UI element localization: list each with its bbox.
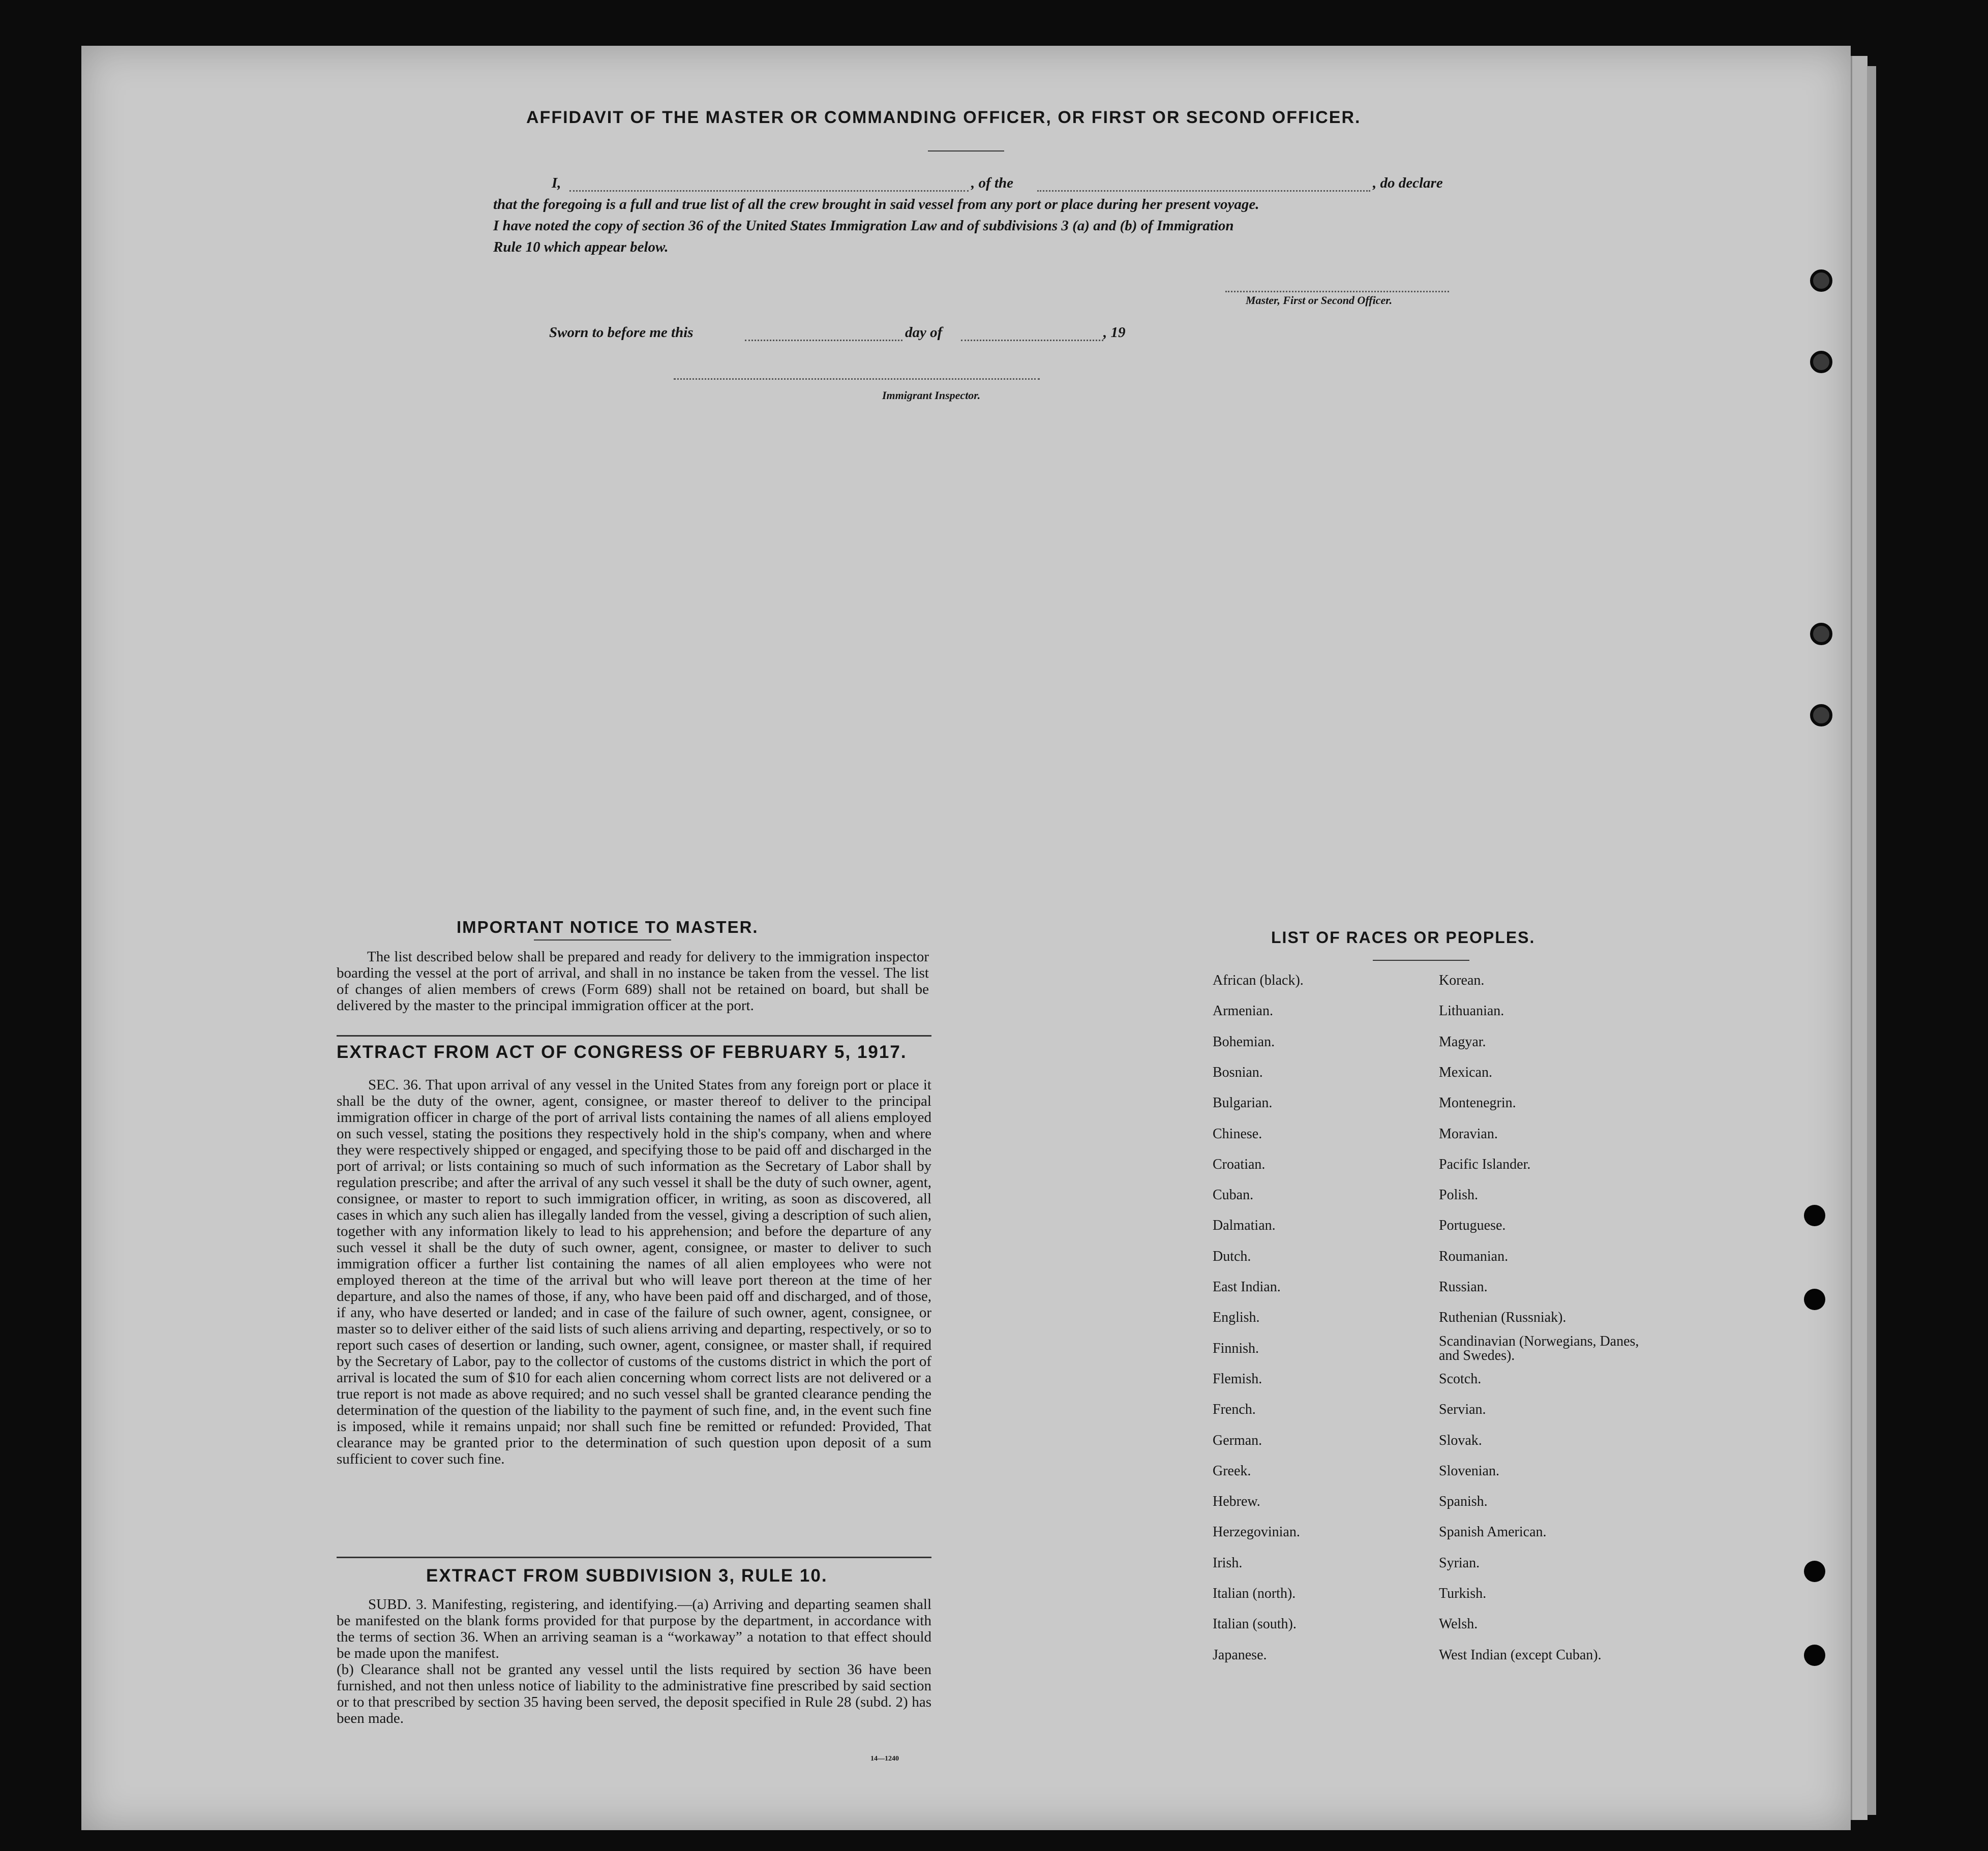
punch-hole xyxy=(1804,1561,1825,1582)
race-item: Irish. xyxy=(1213,1555,1243,1571)
punch-hole xyxy=(1804,1645,1825,1666)
punch-hole xyxy=(1804,1205,1825,1226)
race-item: Scotch. xyxy=(1439,1371,1482,1387)
act-extract-body xyxy=(337,1077,931,1467)
affidavit-title-rule xyxy=(928,150,1004,151)
rule-extract-title: EXTRACT FROM SUBDIVISION 3, RULE 10. xyxy=(426,1566,828,1586)
race-item: West Indian (except Cuban). xyxy=(1439,1647,1602,1663)
race-item: Chinese. xyxy=(1213,1126,1262,1142)
punch-hole xyxy=(1810,704,1832,726)
affidavit-i: I, xyxy=(552,175,561,191)
sworn-day-field[interactable] xyxy=(745,340,902,341)
punch-hole xyxy=(1810,269,1832,292)
race-item: Greek. xyxy=(1213,1463,1251,1479)
document-page xyxy=(81,46,1851,1830)
page-edge xyxy=(1851,56,1867,1820)
race-item: French. xyxy=(1213,1402,1256,1418)
race-item: Portuguese. xyxy=(1439,1218,1506,1234)
race-item: Ruthenian (Russniak). xyxy=(1439,1310,1567,1326)
race-item: Japanese. xyxy=(1213,1647,1267,1663)
race-item: Magyar. xyxy=(1439,1034,1486,1050)
race-item: Bosnian. xyxy=(1213,1064,1263,1080)
race-item: African (black). xyxy=(1213,973,1304,988)
race-item: English. xyxy=(1213,1310,1260,1326)
race-item: Croatian. xyxy=(1213,1156,1266,1172)
race-item: Italian (south). xyxy=(1213,1616,1297,1632)
race-item: Slovak. xyxy=(1439,1432,1482,1448)
act-extract-title: EXTRACT FROM ACT OF CONGRESS OF FEBRUARY 5, 1917. xyxy=(337,1042,907,1062)
notice-body xyxy=(337,949,929,1014)
page-edge-shadow xyxy=(1867,66,1876,1815)
race-item: Slovenian. xyxy=(1439,1463,1499,1479)
race-item: Mexican. xyxy=(1439,1064,1492,1080)
race-item: Scandinavian (Norwegians, Danes, and Swedes). xyxy=(1439,1333,1639,1363)
signature-label: Master, First or Second Officer. xyxy=(1246,294,1393,307)
notice-title: IMPORTANT NOTICE TO MASTER. xyxy=(457,918,759,936)
race-item: Moravian. xyxy=(1439,1126,1498,1142)
affidavit-line-4: Rule 10 which appear below. xyxy=(493,239,669,255)
inspector-signature-field[interactable] xyxy=(674,378,1040,380)
race-item: Dutch. xyxy=(1213,1248,1251,1264)
race-item: Russian. xyxy=(1439,1279,1488,1295)
race-item: Finnish. xyxy=(1213,1340,1259,1356)
vessel-name-field[interactable] xyxy=(1037,190,1370,192)
race-item: Bulgarian. xyxy=(1213,1095,1273,1111)
sworn-month-field[interactable] xyxy=(961,340,1103,341)
affidavit-declare: , do declare xyxy=(1373,175,1443,191)
rule-extract-body xyxy=(337,1596,931,1726)
race-item: Bohemian. xyxy=(1213,1034,1275,1050)
race-item: East Indian. xyxy=(1213,1279,1281,1295)
day-of-label: day of xyxy=(905,324,943,341)
race-item: Korean. xyxy=(1439,973,1485,988)
affidavit-line-2: that the foregoing is a full and true list of all the crew brought in said vessel from any port or place during her present voyage. xyxy=(493,196,1259,213)
punch-hole xyxy=(1804,1289,1825,1310)
officer-name-field[interactable] xyxy=(569,190,969,192)
race-item: Servian. xyxy=(1439,1402,1486,1418)
affidavit-title: AFFIDAVIT OF THE MASTER OR COMMANDING OFFICER, OR FIRST OR SECOND OFFICER. xyxy=(526,108,1361,127)
race-item: Dalmatian. xyxy=(1213,1218,1276,1234)
race-item: Armenian. xyxy=(1213,1003,1273,1019)
officer-signature-field[interactable] xyxy=(1225,291,1449,292)
race-item: Flemish. xyxy=(1213,1371,1262,1387)
race-item: Lithuanian. xyxy=(1439,1003,1504,1019)
inspector-label: Immigrant Inspector. xyxy=(882,389,981,402)
affidavit-of-the: , of the xyxy=(971,175,1013,191)
race-item: Spanish American. xyxy=(1439,1524,1547,1540)
act-extract-text: SEC. 36. That upon arrival of any vessel in the United States from any foreign port or place it shall be the duty of the owner, agent, consignee, or master thereof to deliver to the principal immigration officer in charge of the port of arrival lists containing the names of all aliens employed on such vessel, stating the positions they respectively hold in the ship's company, when and where they were respectively shipped or engaged, and specifying those to be paid off and discharged in the port of arrival; or lists containing so much of such information as the Secretary of Labor shall by regulation prescribe; and after the arrival of any such vessel it shall be the duty of such owner, agent, consignee, or master to report to such immigration officer, in writing, as soon as discovered, all cases in which any such alien has illegally landed from the vessel, giving a description of such alien, together with any information likely to lead to his apprehension; and before the departure of any such vessel it shall be the duty of such owner, agent, consignee, or master to deliver to such immigration officer a further list containing the names of all alien employees who were not employed thereon at the time of the arrival but who will leave port thereon at the time of her departure, and also the names of those, if any, who have been paid off and discharged, and of those, if any, who have deserted or landed; and in case of the failure of such owner, agent, consignee, or master so to deliver either of the said lists of such aliens arriving and departing, respectively, or so to report such cases of desertion or landing, such owner, agent, consignee, or master shall, if required by the Secretary of Labor, pay to the collector of customs of the customs district in which the port of arrival is located the sum of $10 for each alien concerning whom correct lists are not delivered or a true report is not made as above required; and no such vessel shall be granted clearance pending the determination of the question of the liability to the payment of such fine, and, in the event such fine is imposed, while it remains unpaid; nor shall such fine be remitted or refunded: Provided, That clearance may be granted prior to the determination of such question upon deposit of a sum sufficient to cover such fine. xyxy=(337,1077,931,1467)
race-item: Welsh. xyxy=(1439,1616,1478,1632)
race-item: Cuban. xyxy=(1213,1187,1254,1203)
section-rule xyxy=(337,1035,931,1037)
race-item: Herzegovinian. xyxy=(1213,1524,1300,1540)
race-item: Polish. xyxy=(1439,1187,1479,1203)
race-item: Pacific Islander. xyxy=(1439,1156,1531,1172)
race-item: Syrian. xyxy=(1439,1555,1480,1571)
race-item: Italian (north). xyxy=(1213,1586,1296,1601)
race-item: Turkish. xyxy=(1439,1586,1487,1601)
section-rule xyxy=(337,1557,931,1558)
punch-hole xyxy=(1810,351,1832,373)
form-number: 14—1240 xyxy=(870,1755,899,1763)
race-item: German. xyxy=(1213,1432,1262,1448)
rule-extract-text-b: (b) Clearance shall not be granted any vessel until the lists required by section 36 have been furnished, and not then unless notice of liability to the administrative fine prescribed by said section or to that prescribed by section 35 having been served, the deposit specified in Rule 28 (subd. 2) has been made. xyxy=(337,1661,931,1726)
race-item: Spanish. xyxy=(1439,1494,1488,1510)
race-item: Montenegrin. xyxy=(1439,1095,1516,1111)
notice-title-rule xyxy=(534,939,671,940)
races-title: LIST OF RACES OR PEOPLES. xyxy=(1271,928,1535,947)
race-item: Hebrew. xyxy=(1213,1494,1260,1510)
sworn-label: Sworn to before me this xyxy=(549,324,694,341)
year-label: , 19 xyxy=(1103,324,1126,341)
affidavit-line-3: I have noted the copy of section 36 of the United States Immigration Law and of subdivisions 3 (a) and (b) of Immigration xyxy=(493,218,1234,234)
notice-text: The list described below shall be prepared and ready for delivery to the immigration inspector boarding the vessel at the port of arrival, and shall in no instance be taken from the vessel. The list of changes of alien members of crews (Form 689) shall not be retained on board, but shall be delivered by the master to the principal immigration officer at the port. xyxy=(337,949,929,1014)
punch-hole xyxy=(1810,623,1832,645)
rule-extract-text-a: SUBD. 3. Manifesting, registering, and identifying.—(a) Arriving and departing seamen shall be manifested on the blank forms provided for that purpose by the department, in accordance with the terms of section 36. When an arriving seaman is a “workaway” a notation to that effect should be made upon the manifest. xyxy=(337,1596,931,1661)
race-item: Roumanian. xyxy=(1439,1248,1509,1264)
races-title-rule xyxy=(1373,960,1469,961)
